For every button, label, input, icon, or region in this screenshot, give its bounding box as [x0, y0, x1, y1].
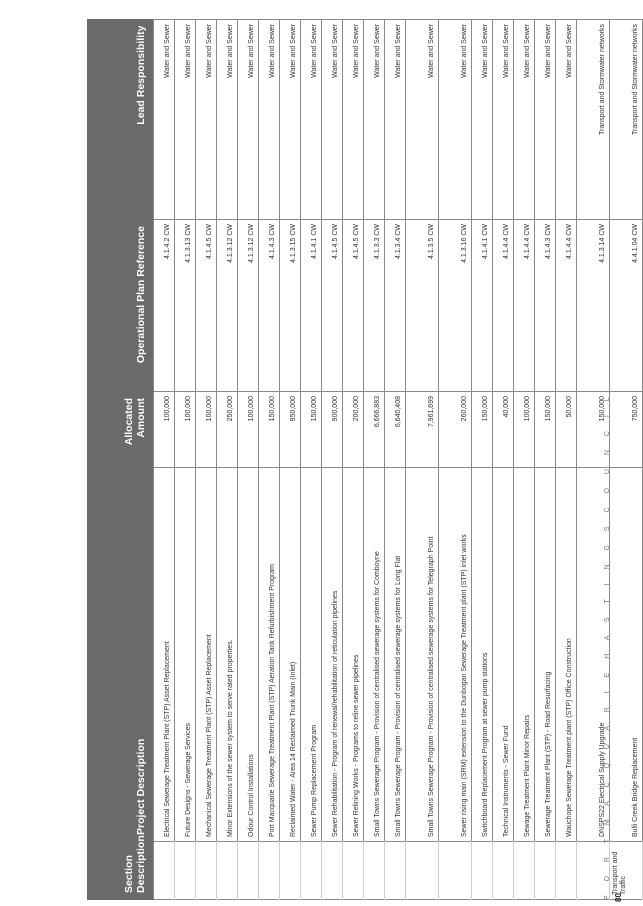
amount-cell: 100,000 — [175, 392, 196, 468]
section-cell — [175, 842, 196, 900]
project-cell: Small Towns Sewerage Program - Provision of centralised sewerage systems for Telegraph Point — [406, 468, 439, 842]
project-cell: Bulli Creek Bridge Replacement — [610, 468, 643, 842]
section-cell — [301, 842, 322, 900]
header-project: Project Description — [87, 468, 154, 842]
table-row — [556, 20, 577, 900]
table-row — [514, 20, 535, 900]
amount-cell: 6,640,408 — [385, 392, 406, 468]
section-cell — [322, 842, 343, 900]
lead-cell: Water and Sewer — [154, 20, 175, 220]
section-cell — [472, 842, 493, 900]
lead-cell: Water and Sewer — [175, 20, 196, 220]
reference-cell: 4.1.4.1 CW — [301, 220, 322, 392]
amount-cell: 100,000 — [238, 392, 259, 468]
table-row — [364, 20, 385, 900]
lead-cell: Water and Sewer — [514, 20, 535, 220]
reference-cell: 4.1.3.4 CW — [385, 220, 406, 392]
reference-cell: 4.1.3.14 CW — [577, 220, 610, 392]
reference-cell: 4.1.3.12 CW — [217, 220, 238, 392]
section-cell — [514, 842, 535, 900]
amount-cell: 100,000 — [154, 392, 175, 468]
table-row — [322, 20, 343, 900]
amount-cell: 200,000 — [343, 392, 364, 468]
lead-cell: Transport and Stormwater networks — [577, 20, 610, 220]
table-row — [406, 20, 439, 900]
reference-cell: 4.1.4.4 CW — [514, 220, 535, 392]
lead-cell: Water and Sewer — [535, 20, 556, 220]
section-cell: Transport and Traffic — [610, 842, 643, 900]
reference-cell: 4.1.3.12 CW — [238, 220, 259, 392]
project-cell: Technical Instruments - Sewer Fund — [493, 468, 514, 842]
project-cell: Minor Extensions of the sewer system to serve rated properties. — [217, 468, 238, 842]
amount-cell: 100,000 — [514, 392, 535, 468]
section-cell — [406, 842, 439, 900]
reference-cell: 4.1.4.4 CW — [556, 220, 577, 392]
reference-cell: 4.1.3.13 CW — [175, 220, 196, 392]
table-header-row — [87, 20, 154, 900]
section-cell — [385, 842, 406, 900]
reference-cell: 4.4.1.04 CW — [610, 220, 643, 392]
reference-cell: 4.1.4.5 CW — [196, 220, 217, 392]
section-cell — [556, 842, 577, 900]
table-row — [385, 20, 406, 900]
amount-cell: 6,666,883 — [364, 392, 385, 468]
table-row — [343, 20, 364, 900]
table-row — [535, 20, 556, 900]
project-cell: Electrical Sewerage Treatment Plant (STP) Asset Replacement — [154, 468, 175, 842]
section-cell — [535, 842, 556, 900]
project-cell: Mechanical Sewerage Treatment Plant (STP) Asset Replacement — [196, 468, 217, 842]
reference-cell: 4.1.3.5 CW — [406, 220, 439, 392]
amount-cell: 950,000 — [280, 392, 301, 468]
section-cell — [493, 842, 514, 900]
reference-cell: 4.1.4.3 CW — [535, 220, 556, 392]
project-cell: Odour Control Installations — [238, 468, 259, 842]
amount-cell: 150,000 — [535, 392, 556, 468]
section-cell — [196, 842, 217, 900]
project-cell: Sewerage Treatment Plant (STP) - Road Resurfacing — [535, 468, 556, 842]
project-cell: Wauchope Sewerage Treatment plant (STP) Office Construction — [556, 468, 577, 842]
table-row — [217, 20, 238, 900]
table-row — [472, 20, 493, 900]
table-row — [196, 20, 217, 900]
project-cell: Small Towns Sewerage Program - Provision of centralised sewerage systems for Comboyne — [364, 468, 385, 842]
project-cell: Sewer rising main (SRM) extension to the Dunbogan Sewerage Treatment plant (STP) inlet works — [439, 468, 472, 842]
table-row — [439, 20, 472, 900]
table-body — [154, 20, 643, 900]
lead-cell: Water and Sewer — [280, 20, 301, 220]
reference-cell: 4.1.3.16 CW — [439, 220, 472, 392]
project-cell: DNSPS22 Electrical Supply Upgrade — [577, 468, 610, 842]
table-row — [259, 20, 280, 900]
amount-cell: 150,000 — [301, 392, 322, 468]
amount-cell: 50,000 — [556, 392, 577, 468]
lead-cell: Water and Sewer — [556, 20, 577, 220]
reference-cell: 4.1.4.5 CW — [343, 220, 364, 392]
table-row — [238, 20, 259, 900]
section-cell — [439, 842, 472, 900]
reference-cell: 4.1.4.5 CW — [322, 220, 343, 392]
amount-cell: 150,000 — [472, 392, 493, 468]
lead-cell: Water and Sewer — [196, 20, 217, 220]
reference-cell: 4.1.3.15 CW — [280, 220, 301, 392]
header-lead: Lead Responsibility — [87, 20, 154, 220]
amount-cell: 7,961,699 — [406, 392, 439, 468]
project-cell: Sewer Rehabilitation - Program of renewal/rehabilitation of reticulation pipelines — [322, 468, 343, 842]
section-cell — [217, 842, 238, 900]
footer-council-name: P O R T M A C Q U A R I E H A S T I N G S C O U N C I L — [604, 391, 611, 900]
project-cell: Sewer Relining Works - Programs to reline sewer pipelines — [343, 468, 364, 842]
table-row — [175, 20, 196, 900]
lead-cell: Water and Sewer — [343, 20, 364, 220]
budget-table — [87, 19, 643, 900]
page-number: 80 — [614, 893, 623, 902]
table-row — [610, 20, 643, 900]
header-reference: Operational Plan Reference — [87, 220, 154, 392]
lead-cell: Water and Sewer — [385, 20, 406, 220]
amount-cell: 150,000 — [577, 392, 610, 468]
reference-cell: 4.1.3.3 CW — [364, 220, 385, 392]
table-row — [493, 20, 514, 900]
lead-cell: Water and Sewer — [493, 20, 514, 220]
section-cell — [238, 842, 259, 900]
reference-cell: 4.1.4.3 CW — [259, 220, 280, 392]
section-cell — [343, 842, 364, 900]
lead-cell: Water and Sewer — [238, 20, 259, 220]
lead-cell: Water and Sewer — [259, 20, 280, 220]
project-cell: Sewage Treatment Plant Minor Repairs — [514, 468, 535, 842]
reference-cell: 4.1.4.4 CW — [493, 220, 514, 392]
lead-cell: Water and Sewer — [217, 20, 238, 220]
table-row — [154, 20, 175, 900]
amount-cell: 750,000 — [610, 392, 643, 468]
project-cell: Port Macquarie Sewerage Treatment Plant (STP) Aeration Tank Refurbishment Program — [259, 468, 280, 842]
section-cell — [280, 842, 301, 900]
lead-cell: Transport and Stormwater networks — [610, 20, 643, 220]
header-section: Section Description — [87, 842, 154, 900]
project-cell: Sewer Pump Replacement Program — [301, 468, 322, 842]
amount-cell: 260,000 — [439, 392, 472, 468]
lead-cell: Water and Sewer — [364, 20, 385, 220]
table-row — [301, 20, 322, 900]
project-cell: Small Towns Sewerage Program - Provision of centralised sewerage systems for Long Flat — [385, 468, 406, 842]
section-cell — [259, 842, 280, 900]
lead-cell: Water and Sewer — [472, 20, 493, 220]
lead-cell: Water and Sewer — [439, 20, 472, 220]
reference-cell: 4.1.4.2 CW — [154, 220, 175, 392]
header-amount: Allocated Amount — [87, 392, 154, 468]
amount-cell: 100,000 — [196, 392, 217, 468]
lead-cell: Water and Sewer — [301, 20, 322, 220]
section-cell — [364, 842, 385, 900]
project-cell: Reclaimed Water - Area 14 Reclaimed Trunk Main (Inlet) — [280, 468, 301, 842]
section-cell — [154, 842, 175, 900]
amount-cell: 900,000 — [322, 392, 343, 468]
table-row — [280, 20, 301, 900]
reference-cell: 4.1.4.1 CW — [472, 220, 493, 392]
amount-cell: 40,000 — [493, 392, 514, 468]
project-cell: Future Designs - Sewerage Services — [175, 468, 196, 842]
lead-cell: Water and Sewer — [322, 20, 343, 220]
amount-cell: 150,000 — [259, 392, 280, 468]
amount-cell: 250,000 — [217, 392, 238, 468]
project-cell: Switchboard Replacement Program at sewer pump stations — [472, 468, 493, 842]
lead-cell: Water and Sewer — [406, 20, 439, 220]
